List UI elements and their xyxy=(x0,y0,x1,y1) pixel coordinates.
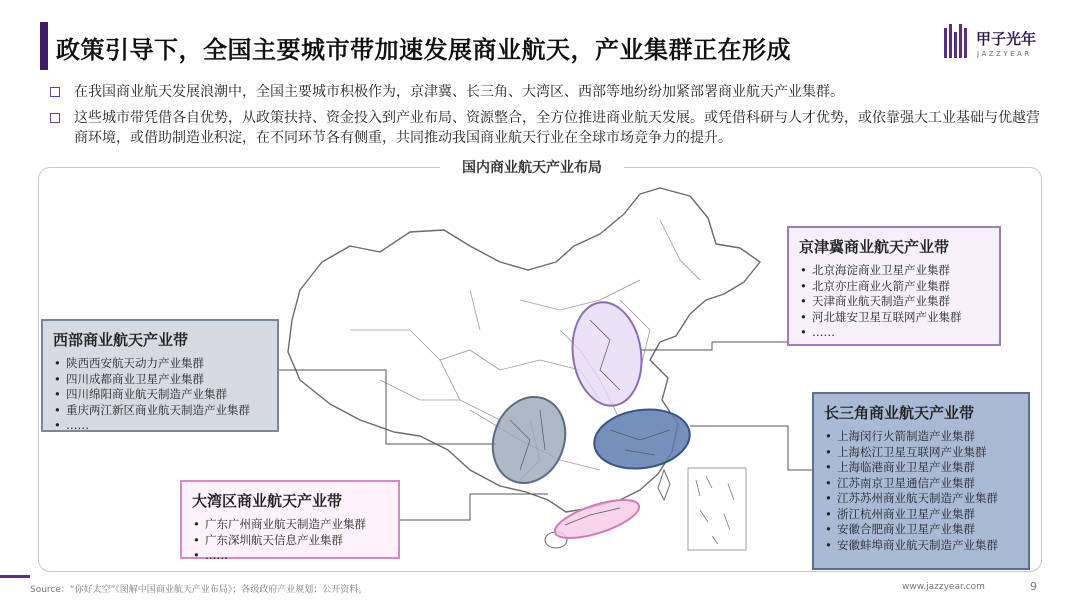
west-belt-title: 西部商业航天产业带 xyxy=(53,331,189,349)
list-item: • 浙江杭州商业卫星产业集群 xyxy=(824,507,1018,523)
list-item: • 广东广州商业航天制造产业集群 xyxy=(192,517,388,533)
csj-belt-card xyxy=(812,392,1030,570)
csj-belt-list xyxy=(824,429,1018,553)
jjj-belt-list xyxy=(799,263,989,341)
gba-belt-list xyxy=(192,517,388,564)
list-item: • 上海闵行火箭制造产业集群 xyxy=(824,429,1018,445)
list-item: • 重庆两江新区商业航天制造产业集群 xyxy=(53,403,267,419)
list-item: • …… xyxy=(192,548,388,564)
list-item: • 四川绵阳商业航天制造产业集群 xyxy=(53,387,267,403)
list-item: • 北京海淀商业卫星产业集群 xyxy=(799,263,989,279)
logo-subtitle: JAZZYEAR xyxy=(977,50,1032,58)
csj-belt-title: 长三角商业航天产业带 xyxy=(824,404,975,422)
footer-accent-line xyxy=(0,575,30,578)
page-number: 9 xyxy=(1030,580,1037,593)
list-item: • 江苏南京卫星通信产业集群 xyxy=(824,476,1018,492)
list-item: • 四川成都商业卫星产业集群 xyxy=(53,372,267,388)
list-item: • 安徽合肥商业卫星产业集群 xyxy=(824,522,1018,538)
list-item: • 河北雄安卫星互联网产业集群 xyxy=(799,310,989,326)
jjj-belt-card xyxy=(787,226,1001,346)
bullet-text: 这些城市带凭借各自优势，从政策扶持、资金投入到产业布局、资源整合，全方位推进商业航天发展。或凭借科研与人才优势，或依靠强大工业基础与优越营商环境，或借助制造业积淀，在不同环节各有侧重，共同推动我国商业航天行业在全球市场竞争力的提升。 xyxy=(74,110,1040,146)
list-item: • 天津商业航天制造产业集群 xyxy=(799,294,989,310)
website-text: www.jazzyear.com xyxy=(902,582,985,592)
list-item: • 江苏苏州商业航天制造产业集群 xyxy=(824,491,1018,507)
list-item: • 安徽蚌埠商业航天制造产业集群 xyxy=(824,538,1018,554)
page-title: 政策引导下，全国主要城市带加速发展商业航天，产业集群正在形成 xyxy=(56,36,791,64)
list-item: • 陕西西安航天动力产业集群 xyxy=(53,356,267,372)
list-item: • 上海临港商业卫星产业集群 xyxy=(824,460,1018,476)
west-belt-list xyxy=(53,356,267,434)
bullet-text: 在我国商业航天发展浪潮中，全国主要城市积极作为，京津冀、长三角、大湾区、西部等地纷纷加紧部署商业航天产业集群。 xyxy=(74,84,844,100)
gba-belt-card xyxy=(180,480,400,562)
gba-belt-title: 大湾区商业航天产业带 xyxy=(192,492,343,510)
south-china-sea-inset xyxy=(688,468,746,550)
logo-name: 甲子光年 xyxy=(976,30,1037,48)
list-item: • …… xyxy=(53,418,267,434)
west-belt-card xyxy=(41,319,279,432)
list-item: • 北京亦庄商业火箭产业集群 xyxy=(799,279,989,295)
map-caption: 国内商业航天产业布局 xyxy=(440,157,624,177)
list-item: • …… xyxy=(799,325,989,341)
jjj-belt-title: 京津冀商业航天产业带 xyxy=(799,238,950,256)
source-note: Source：“你好太空”《图解中国商业航天产业布局》；各级政府产业规划；公开资料。 xyxy=(30,585,368,595)
list-item: • 广东深圳航天信息产业集群 xyxy=(192,533,388,549)
list-item: • 上海松江卫星互联网产业集群 xyxy=(824,445,1018,461)
